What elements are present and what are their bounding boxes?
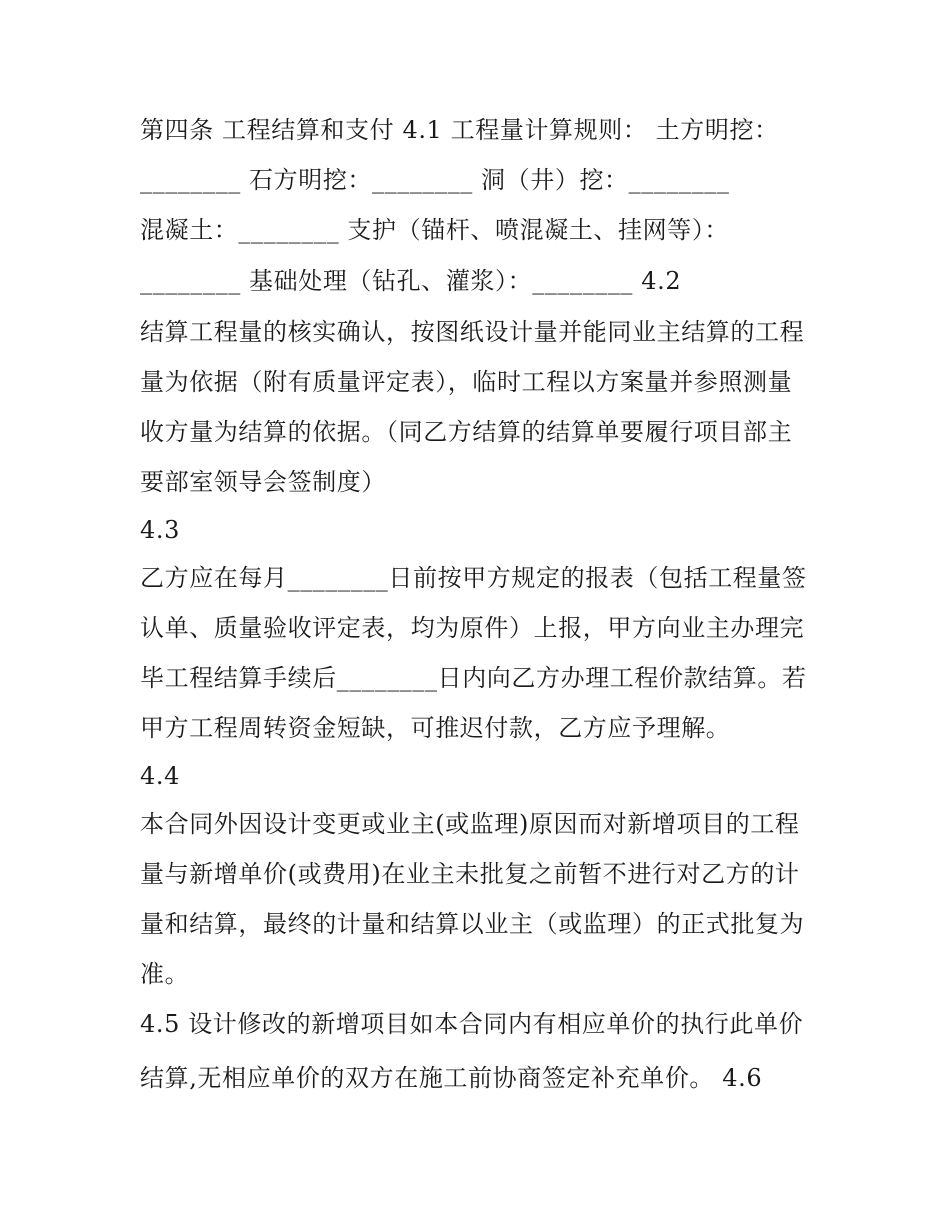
text-line: 混凝土：________ 支护（锚杆、喷混凝土、挂网等）： — [140, 216, 730, 244]
text-line: 4.5 设计修改的新增项目如本合同内有相应单价的执行此单价 — [140, 1010, 804, 1038]
text-line: 乙方应在每月________日前按甲方规定的报表（包括工程量签 — [140, 564, 807, 592]
text-line: 准。 — [140, 960, 190, 988]
section-number: 4.4 — [140, 762, 180, 790]
text-line: 收方量为结算的依据。（同乙方结算的结算单要履行项目部主 — [140, 418, 793, 446]
text-line: 量为依据（附有质量评定表），临时工程以方案量并参照测量 — [140, 368, 793, 396]
text-line: 甲方工程周转资金短缺，可推迟付款，乙方应予理解。 — [140, 714, 731, 742]
section-number: 4.3 — [140, 516, 180, 544]
text-line: 结算工程量的核实确认，按图纸设计量并能同业主结算的工程 — [140, 318, 805, 346]
text-line: 结算,无相应单价的双方在施工前协商签定补充单价。 4.6 — [140, 1064, 763, 1092]
text-line: ________ 基础处理（钻孔、灌浆）：________ 4.2 — [140, 267, 682, 295]
text-line: 毕工程结算手续后________日内向乙方办理工程价款结算。若 — [140, 664, 807, 692]
text-line: 量与新增单价(或费用)在业主未批复之前暂不进行对乙方的计 — [140, 860, 800, 888]
text-line: ________ 石方明挖：________ 洞（井）挖：________ — [140, 166, 730, 194]
text-line: 本合同外因设计变更或业主(或监理)原因而对新增项目的工程 — [140, 810, 800, 838]
text-line: 要部室领导会签制度） — [140, 468, 386, 496]
text-line: 认单、质量验收评定表，均为原件）上报，甲方向业主办理完 — [140, 614, 805, 642]
text-line: 量和结算，最终的计量和结算以业主（或监理）的正式批复为 — [140, 910, 805, 938]
text-line: 第四条 工程结算和支付 4.1 工程量计算规则： 土方明挖： — [140, 116, 779, 144]
